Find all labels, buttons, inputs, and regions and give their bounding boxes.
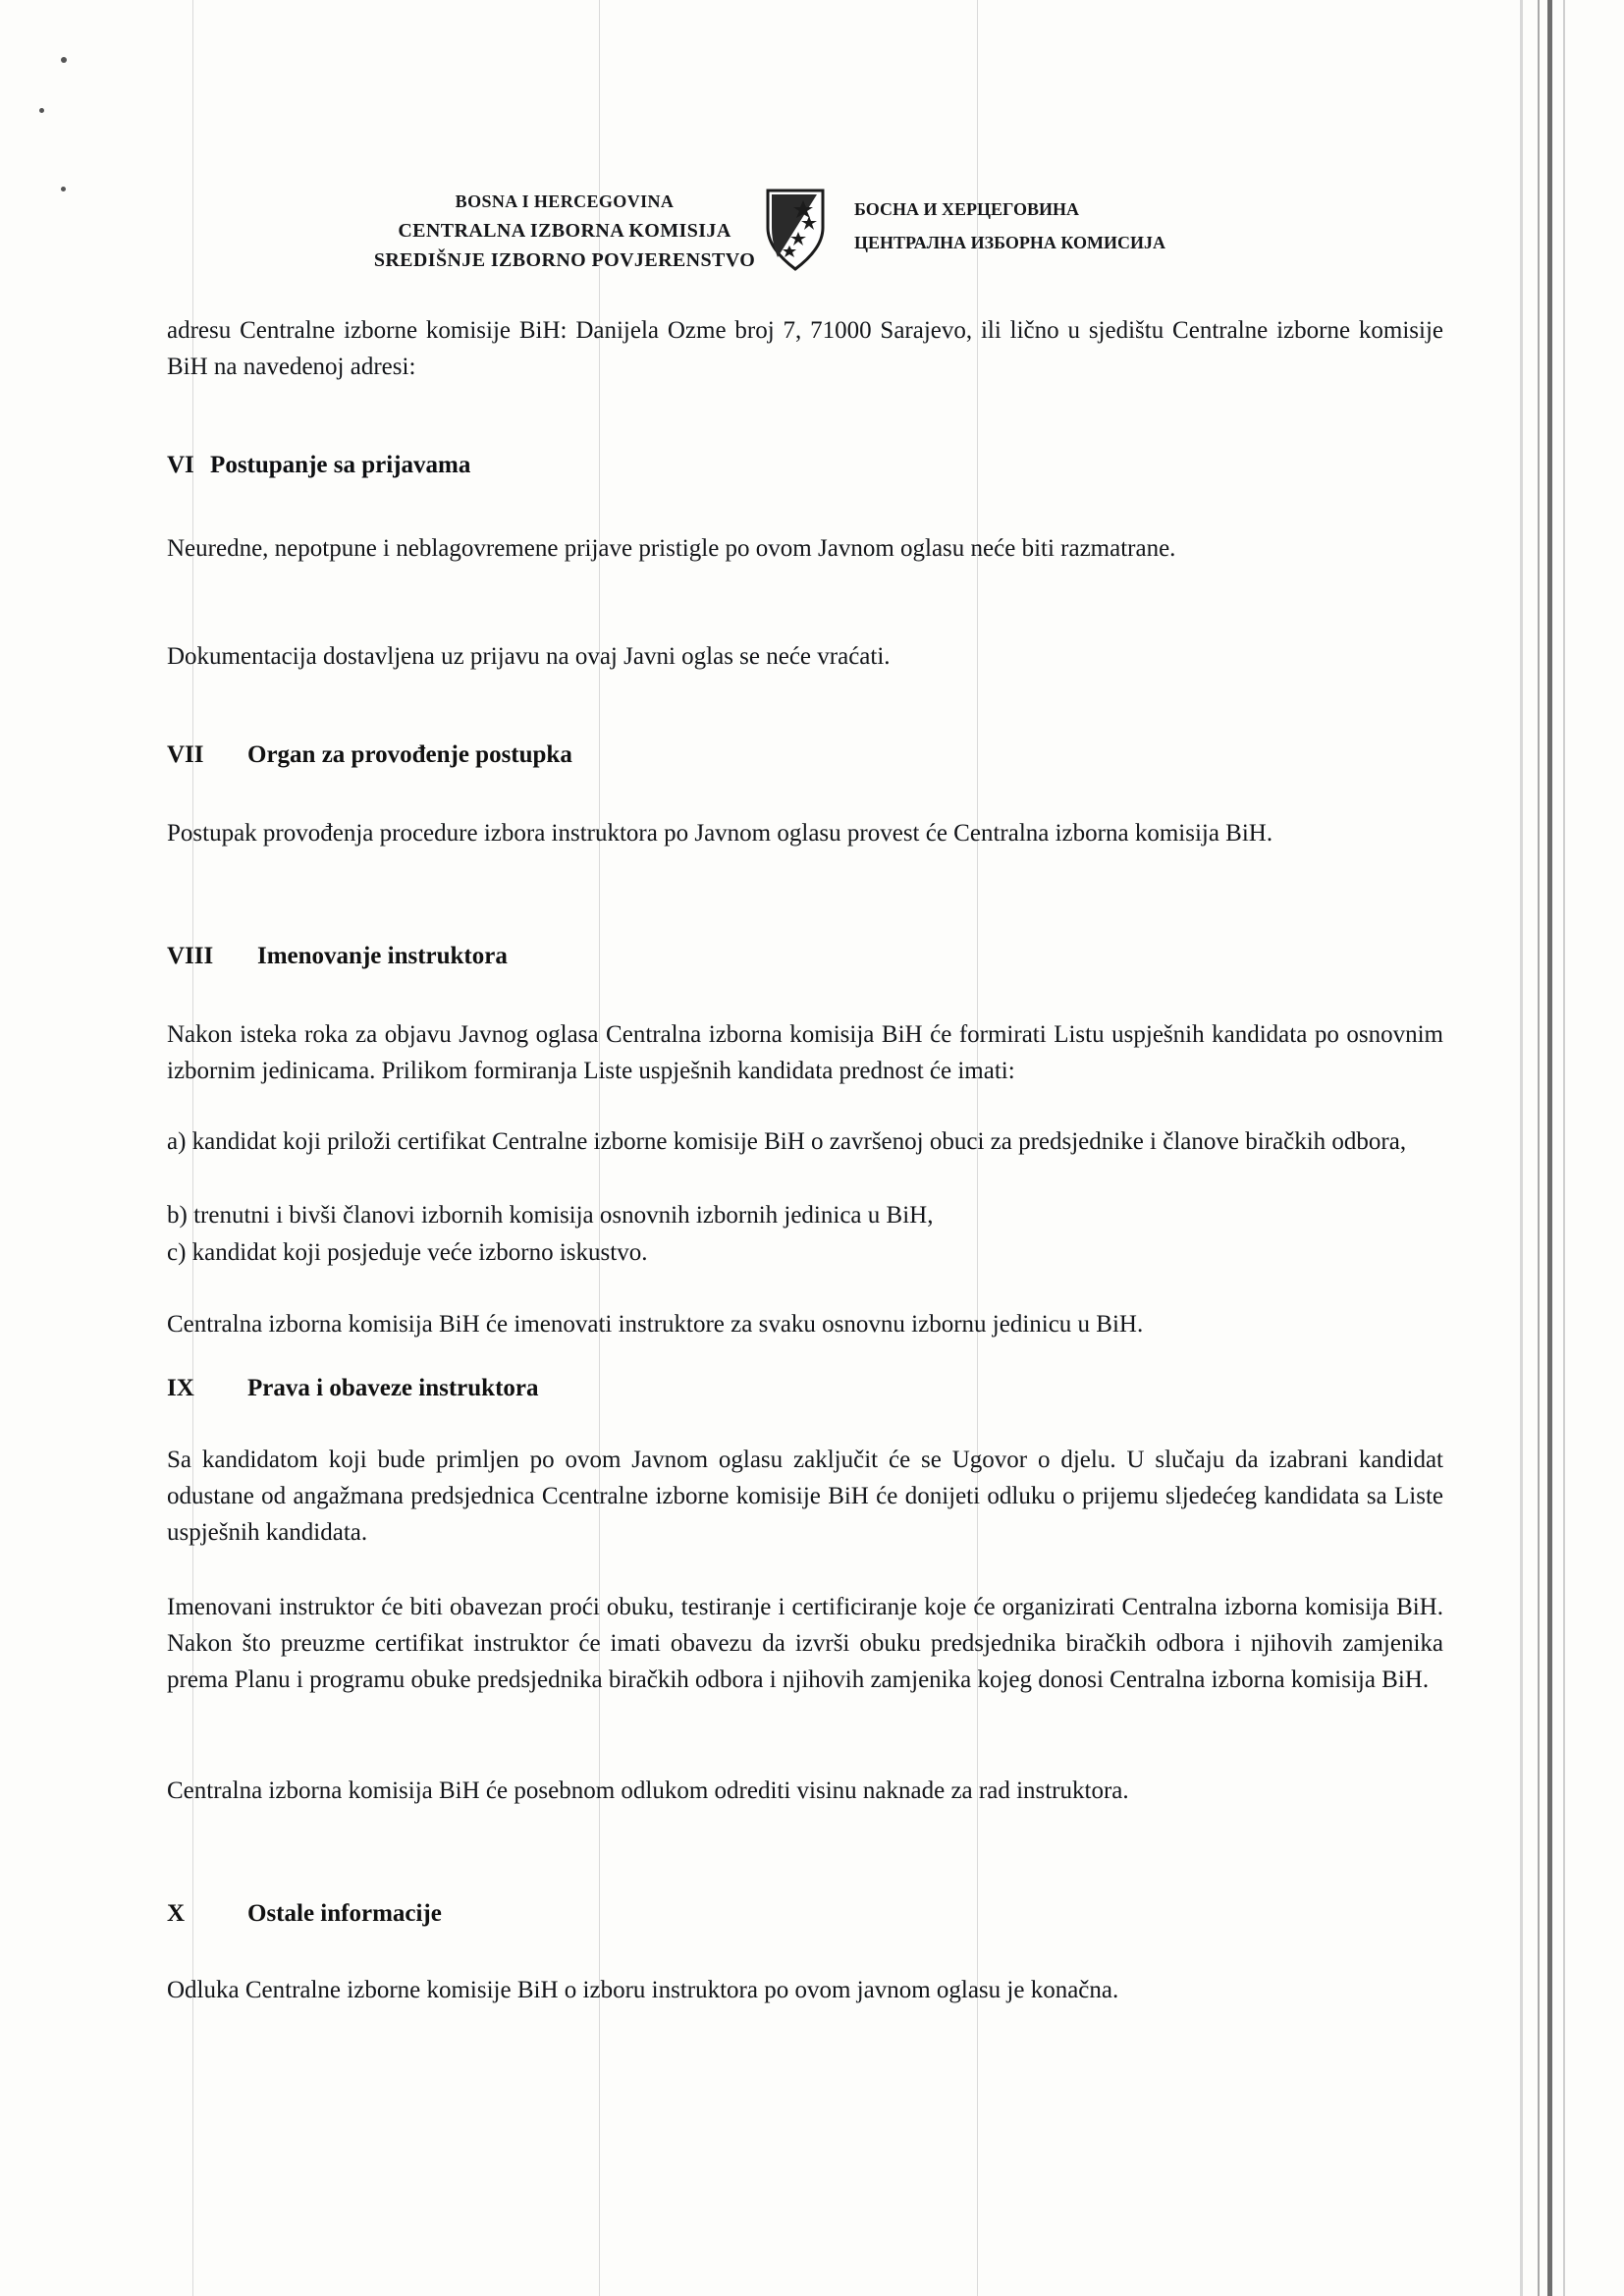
section-vi-numeral: VI — [167, 452, 194, 478]
scan-edge — [1520, 0, 1523, 2296]
section-viii-numeral: VIII — [167, 943, 214, 969]
section-ix-numeral: IX — [167, 1375, 194, 1401]
section-viii-list-item-c: c) kandidat koji posjeduje veće izborno iskustvo. — [167, 1239, 648, 1266]
section-vi-title: Postupanje sa prijavama — [210, 452, 471, 478]
section-x-numeral: X — [167, 1900, 186, 1927]
section-ix-paragraph-1: Sa kandidatom koji bude primljen po ovom Javnom oglasu zaključit će se Ugovor o djelu. U slučaju da izabrani kandidat odustane od angažmana predsjednica Ccentralne izborne komisije BiH će donijeti odluku o prijemu sljedećeg kandidata sa Liste uspješnih kandidata. — [167, 1447, 1443, 1546]
scan-speck — [39, 108, 44, 113]
section-viii-list-item-b: b) trenutni i bivši članovi izbornih komisija osnovnih izbornih jedinica u BiH, — [167, 1202, 934, 1229]
scan-edge — [1563, 0, 1565, 2296]
section-vii-numeral: VII — [167, 741, 204, 768]
scan-edge — [1547, 0, 1552, 2296]
section-vii-paragraph-1: Postupak provođenja procedure izbora instruktora po Javnom oglasu provest će Centralna izborna komisija BiH. — [167, 820, 1273, 847]
section-vi-heading — [167, 447, 952, 483]
letterhead — [373, 187, 1257, 295]
section-viii-title: Imenovanje instruktora — [257, 943, 508, 969]
letterhead-cyrillic-line-2: ЦЕНТРАЛНА ИЗБОРНА КОМИСИЈА — [854, 233, 1165, 252]
intro-paragraph: adresu Centralne izborne komisije BiH: Danijela Ozme broj 7, 71000 Sarajevo, ili lično u sjedištu Centralne izborne komisije BiH na navedenoj adresi: — [167, 317, 1443, 380]
scan-speck — [61, 57, 67, 63]
section-vii-title: Organ za provođenje postupka — [247, 741, 572, 768]
scan-speck — [61, 187, 66, 191]
letterhead-latin-line-1: BOSNA I HERCEGOVINA — [455, 191, 675, 211]
section-ix-title: Prava i obaveze instruktora — [247, 1375, 539, 1401]
section-x-title: Ostale informacije — [247, 1900, 442, 1927]
letterhead-latin-line-2: CENTRALNA IZBORNA KOMISIJA — [398, 220, 731, 242]
letterhead-latin — [373, 187, 756, 275]
section-viii-list-item-a: a) kandidat koji priloži certifikat Centralne izborne komisije BiH o završenoj obuci za predsjednike i članove biračkih odbora, — [167, 1128, 1407, 1155]
section-vi-paragraph-2: Dokumentacija dostavljena uz prijavu na ovaj Javni oglas se neće vraćati. — [167, 643, 891, 670]
section-ix-paragraph-2: Imenovani instruktor će biti obavezan proći obuku, testiranje i certificiranje koje će organizirati Centralna izborna komisija BiH. Nakon što preuzme certifikat instruktor će imati obavezu da izvrši obuku predsjednika biračkih odbora i njihovih zamjenika prema Planu i programu obuke predsjednika biračkih odbora i njihovih zamjenika kojeg donosi Centralna izborna komisija BiH. — [167, 1594, 1443, 1693]
section-vi-paragraph-1: Neuredne, nepotpune i neblagovremene prijave pristigle po ovom Javnom oglasu neće biti razmatrane. — [167, 535, 1176, 562]
section-viii-closing-paragraph: Centralna izborna komisija BiH će imenovati instruktore za svaku osnovnu izbornu jedinicu u BiH. — [167, 1311, 1144, 1338]
coat-of-arms-icon — [764, 189, 827, 271]
letterhead-latin-line-3: SREDIŠNJE IZBORNO POVJERENSTVO — [373, 249, 756, 271]
section-viii-paragraph-1: Nakon isteka roka za objavu Javnog oglasa Centralna izborna komisija BiH će formirati Listu uspješnih kandidata po osnovnim izbornim jedinicama. Prilikom formiranja Liste uspješnih kandidata prednost će imati: — [167, 1021, 1443, 1084]
section-x-paragraph-1: Odluka Centralne izborne komisije BiH o izboru instruktora po ovom javnom oglasu je konačna. — [167, 1977, 1119, 2003]
letterhead-cyrillic-line-1: БОСНА И ХЕРЦЕГОВИНА — [854, 199, 1080, 219]
scan-edge — [1538, 0, 1540, 2296]
letterhead-cyrillic — [854, 192, 1247, 259]
section-ix-paragraph-3: Centralna izborna komisija BiH će posebnom odlukom odrediti visinu naknade za rad instruktora. — [167, 1777, 1129, 1804]
